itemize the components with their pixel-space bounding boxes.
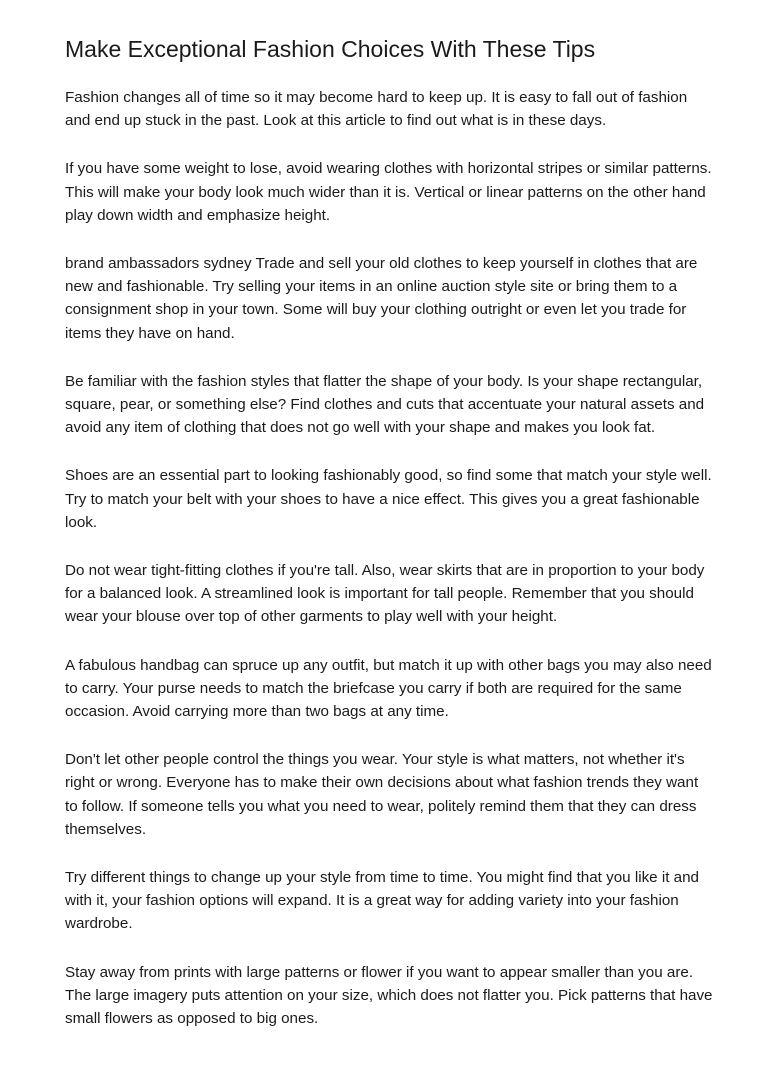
paragraph-8: Don't let other people control the things you wear. Your style is what matters, not whether it's right or wrong. Everyone has to make their own decisions about what fashion trends they want to follow. If someone tells you what you need to wear, politely remind them that they can dress themselves.: [65, 751, 699, 838]
paragraph-2: If you have some weight to lose, avoid wearing clothes with horizontal stripes or similar patterns. This will make your body look much wider than it is. Vertical or linear patterns on the other hand play down width and emphasize height.: [65, 160, 712, 224]
paragraph-9: Try different things to change up your style from time to time. You might find that you like it and with it, your fashion options will expand. It is a great way for adding variety into your fashion wardrobe.: [65, 869, 699, 933]
paragraph-3: brand ambassadors sydney Trade and sell your old clothes to keep yourself in clothes that are new and fashionable. Try selling your items in an online auction style site or bring them to a consignment shop in your town. Some will buy your clothing outright or even let you trade for items they have on hand.: [65, 255, 698, 342]
paragraph-4: Be familiar with the fashion styles that flatter the shape of your body. Is your shape rectangular, square, pear, or something else? Find clothes and cuts that accentuate your natural assets and avoid any item of clothing that does not go well with your shape and makes you look fat.: [65, 372, 705, 437]
document-page: [65, 34, 713, 1055]
document-title: Make Exceptional Fashion Choices With These Tips: [65, 36, 596, 62]
paragraph-1: Fashion changes all of time so it may become hard to keep up. It is easy to fall out of fashion and end up stuck in the past. Look at this article to find out what is in these days.: [65, 89, 688, 130]
paragraph-10: Stay away from prints with large patterns or flower if you want to appear smaller than you are. The large imagery puts attention on your size, which does not flatter you. Pick patterns that have small flowers as opposed to big ones.: [65, 963, 713, 1028]
paragraph-6: Do not wear tight-fitting clothes if you're tall. Also, wear skirts that are in proportion to your body for a balanced look. A streamlined look is important for tall people. Remember that you should wear your blouse over top of other garments to play well with your height.: [65, 562, 705, 626]
paragraph-5: Shoes are an essential part to looking fashionably good, so find some that match your style well. Try to match your belt with your shoes to have a nice effect. This gives you a great fashionable look.: [65, 467, 712, 531]
paragraph-7: A fabulous handbag can spruce up any outfit, but match it up with other bags you may also need to carry. Your purse needs to match the briefcase you carry if both are required for the same occasion. Avoid carrying more than two bags at any time.: [65, 656, 712, 721]
